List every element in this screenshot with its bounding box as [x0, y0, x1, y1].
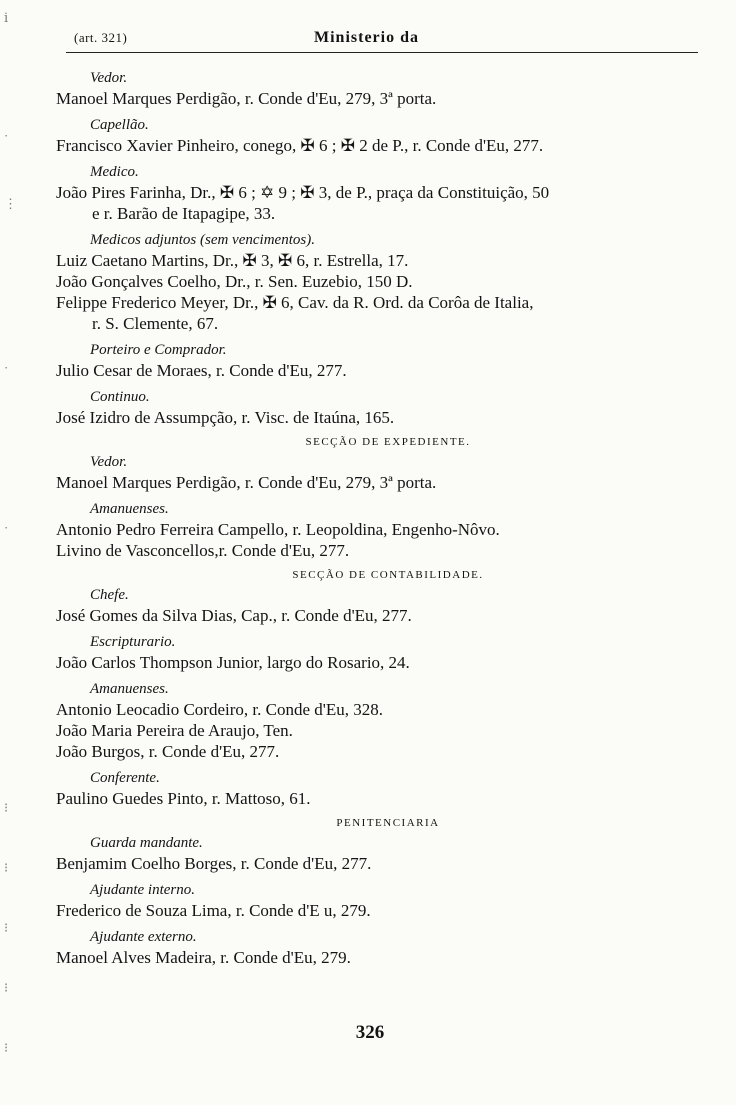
entry-role-label: Amanuenses. — [90, 681, 169, 697]
section-heading: SECÇÃO DE CONTABILIDADE. — [292, 569, 484, 581]
entry-role-label: Conferente. — [90, 770, 160, 786]
entry-line: Julio Cesar de Moraes, r. Conde d'Eu, 277. — [56, 361, 347, 380]
page-header — [74, 30, 694, 50]
entry-continuation-line: e r. Barão de Itapagipe, 33. — [92, 204, 276, 223]
entry-role-label: Vedor. — [90, 70, 128, 86]
entry-role-label: Capellão. — [90, 117, 149, 133]
entry-line: João Burgos, r. Conde d'Eu, 277. — [56, 742, 280, 761]
entry-line: Luiz Caetano Martins, Dr., ✠ 3, ✠ 6, r. Estrella, 17. — [56, 251, 409, 270]
entry-line: Antonio Pedro Ferreira Campello, r. Leopoldina, Engenho-Nôvo. — [56, 520, 500, 539]
entry-line: Paulino Guedes Pinto, r. Mattoso, 61. — [56, 789, 311, 808]
entry-block — [0, 162, 736, 224]
entry-role-label: Medico. — [90, 164, 139, 180]
entry-continuation-line: r. S. Clemente, 67. — [92, 314, 219, 333]
entry-role-label: Porteiro e Comprador. — [90, 342, 227, 358]
header-article-ref: (art. 321) — [74, 30, 128, 45]
entry-line: José Gomes da Silva Dias, Cap., r. Conde d'Eu, 277. — [56, 606, 412, 625]
entry-block — [0, 632, 736, 673]
entry-role-label: Ajudante externo. — [90, 929, 197, 945]
page-number: 326 — [355, 1022, 385, 1043]
entry-line: Francisco Xavier Pinheiro, conego, ✠ 6 ; ✠ 2 de P., r. Conde d'Eu, 277. — [56, 136, 544, 155]
entry-line: Felippe Frederico Meyer, Dr., ✠ 6, Cav. da R. Ord. da Corôa de Italia, — [56, 293, 534, 312]
entry-block — [0, 387, 736, 428]
section-heading: PENITENCIARIA — [336, 817, 440, 829]
entry-role-label: Vedor. — [90, 454, 128, 470]
directory-listing — [0, 68, 736, 974]
entry-role-label: Chefe. — [90, 587, 129, 603]
entry-block — [0, 115, 736, 156]
entry-role-label: Continuo. — [90, 389, 150, 405]
entry-block — [0, 499, 736, 561]
entry-line: Manoel Marques Perdigão, r. Conde d'Eu, 279, 3ª porta. — [56, 473, 437, 492]
entry-role-label: Guarda mandante. — [90, 835, 203, 851]
entry-block — [0, 768, 736, 809]
header-title: Ministerio da — [314, 29, 419, 46]
entry-block — [0, 833, 736, 874]
entry-line: Manoel Alves Madeira, r. Conde d'Eu, 279. — [56, 948, 351, 967]
entry-line: Frederico de Souza Lima, r. Conde d'E u, 279. — [56, 901, 371, 920]
entry-block — [0, 340, 736, 381]
entry-line: João Maria Pereira de Araujo, Ten. — [56, 721, 293, 740]
section-heading: SECÇÃO DE EXPEDIENTE. — [305, 436, 471, 448]
entry-block — [0, 230, 736, 334]
entry-block — [0, 880, 736, 921]
entry-block — [0, 452, 736, 493]
entry-line: Benjamim Coelho Borges, r. Conde d'Eu, 277. — [56, 854, 372, 873]
entry-role-label: Escripturario. — [90, 634, 176, 650]
entry-block — [0, 679, 736, 762]
entry-line: Livino de Vasconcellos,r. Conde d'Eu, 277. — [56, 541, 350, 560]
entry-role-label: Ajudante interno. — [90, 882, 195, 898]
entry-line: José Izidro de Assumpção, r. Visc. de Itaúna, 165. — [56, 408, 395, 427]
entry-block — [0, 68, 736, 109]
entry-block — [0, 585, 736, 626]
margin-scan-marks: ⅰ · ⋮ · · ⁝ ⁝ ⁝ ⁝ ⁝ — [4, 10, 17, 1055]
entry-line: João Gonçalves Coelho, Dr., r. Sen. Euzebio, 150 D. — [56, 272, 413, 291]
entry-line: Antonio Leocadio Cordeiro, r. Conde d'Eu, 328. — [56, 700, 383, 719]
entry-line: Manoel Marques Perdigão, r. Conde d'Eu, 279, 3ª porta. — [56, 89, 437, 108]
entry-role-label: Amanuenses. — [90, 501, 169, 517]
header-rule — [66, 52, 698, 53]
entry-role-label: Medicos adjuntos (sem vencimentos). — [90, 232, 315, 248]
entry-line: João Carlos Thompson Junior, largo do Rosario, 24. — [56, 653, 410, 672]
entry-block — [0, 927, 736, 968]
entry-line: João Pires Farinha, Dr., ✠ 6 ; ✡ 9 ; ✠ 3, de P., praça da Constituição, 50 — [56, 183, 550, 202]
